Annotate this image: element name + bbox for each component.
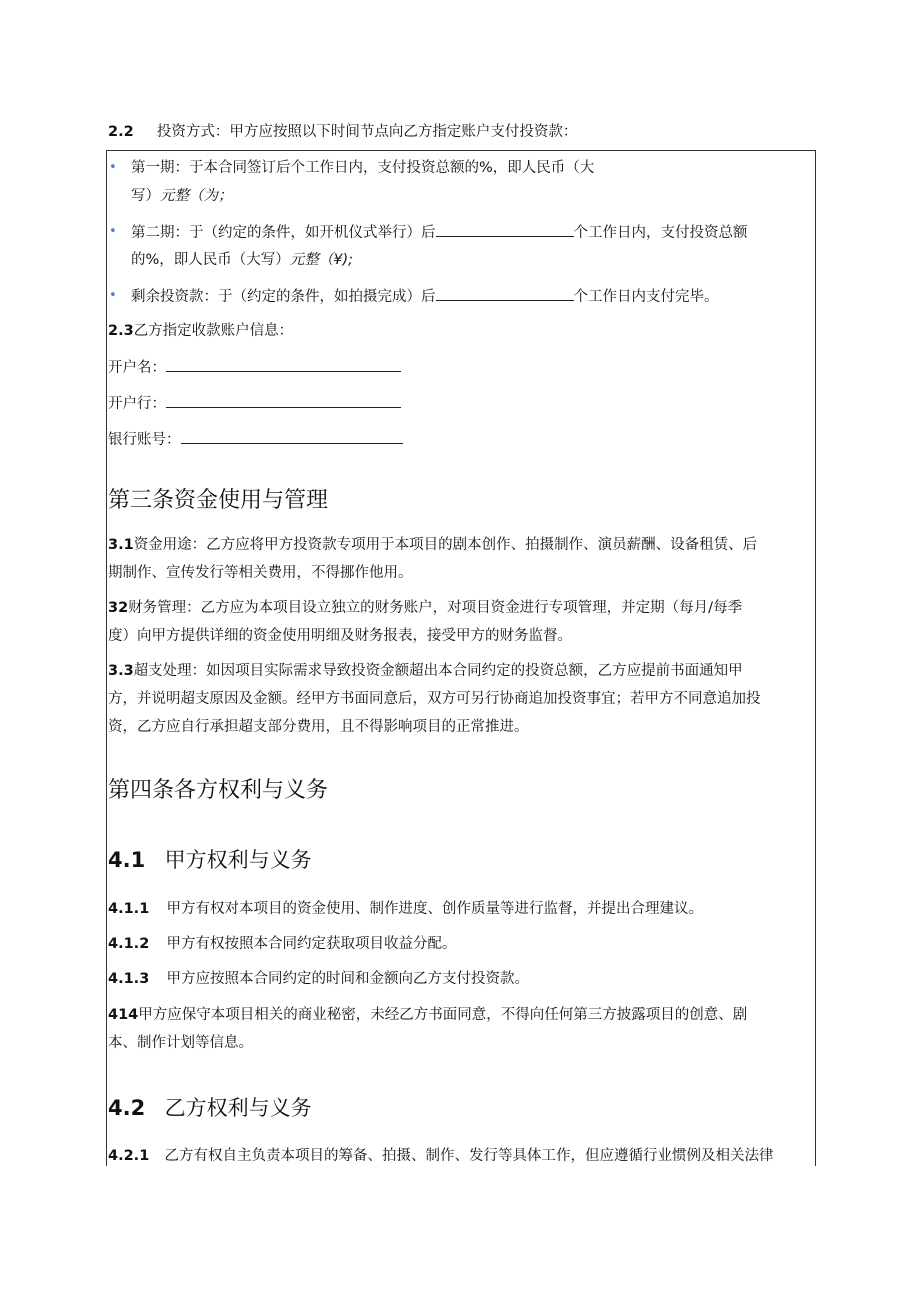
account-name-row xyxy=(108,357,401,378)
bullet-icon: • xyxy=(109,224,117,239)
clause-text: 乙方指定收款账户信息： xyxy=(133,323,294,339)
section-text: 乙方权利与义务 xyxy=(164,1096,312,1120)
phase-2-text-c: 的%，即人民币（大写） xyxy=(131,252,290,268)
clause-text: 乙方有权自主负责本项目的筹备、拍摄、制作、发行等具体工作，但应遵循行业惯例及相关法律 xyxy=(164,1148,774,1164)
phase-1-text: 写） xyxy=(131,188,160,204)
clause-3-1-line-1 xyxy=(108,535,757,555)
clause-number: 4.1.1 xyxy=(108,901,150,917)
clause-3-2-line-2: 度）向甲方提供详细的资金使用明细及财务报表，接受甲方的财务监督。 xyxy=(108,628,572,644)
clause-number: 32 xyxy=(108,600,129,616)
clause-number: 2.2 xyxy=(108,124,134,140)
section-number: 4.1 xyxy=(108,848,146,872)
phase-2-line-2 xyxy=(131,250,353,270)
clause-text: 甲方应按照本合同约定的时间和金额向乙方支付投资款。 xyxy=(166,971,530,987)
account-number-row xyxy=(108,429,403,450)
phase-1-line-2 xyxy=(131,186,233,206)
clause-3-3-line-2: 方，并说明超支原因及金额。经甲方书面同意后，双方可另行协商追加投资事宜；若甲方不同意追加投 xyxy=(108,691,761,707)
clause-text: 甲方有权按照本合同约定获取项目收益分配。 xyxy=(166,936,457,952)
account-number-field[interactable] xyxy=(181,429,403,444)
clause-4-1-4-line-2: 本、制作计划等信息。 xyxy=(108,1035,253,1051)
phase-1-amount: 元整（为； xyxy=(160,188,233,204)
clause-4-1-2 xyxy=(108,934,457,954)
account-number-label: 银行账号： xyxy=(108,432,181,448)
section-4-1-title xyxy=(108,846,312,874)
clause-text: 甲方有权对本项目的资金使用、制作进度、创作质量等进行监督，并提出合理建议。 xyxy=(166,901,704,917)
blank-line[interactable] xyxy=(436,286,574,301)
clause-2-3 xyxy=(108,321,293,341)
clause-3-2-line-1 xyxy=(108,598,742,618)
phase-3-text: 剩余投资款：于（约定的条件，如拍摄完成）后 xyxy=(131,289,436,305)
clause-number: 3.3 xyxy=(108,663,134,679)
blank-line[interactable] xyxy=(436,222,574,237)
clause-3-3-line-1 xyxy=(108,661,743,681)
phase-3-line xyxy=(131,286,719,307)
clause-text: 超支处理：如因项目实际需求导致投资金额超出本合同约定的投资总额，乙方应提前书面通知甲 xyxy=(133,663,743,679)
account-name-label: 开户名： xyxy=(108,360,166,376)
clause-number: 4.2.1 xyxy=(108,1148,150,1164)
section-text: 甲方权利与义务 xyxy=(164,848,312,872)
account-bank-row xyxy=(108,393,401,414)
clause-number: 3.1 xyxy=(108,537,134,553)
bullet-icon: • xyxy=(109,160,117,175)
clause-number: 414 xyxy=(108,1007,139,1023)
bullet-icon: • xyxy=(109,288,117,303)
article-4-title: 第四条各方权利与义务 xyxy=(108,778,329,803)
phase-2-text: 第二期：于（约定的条件，如开机仪式举行）后 xyxy=(131,225,436,241)
clause-3-1-line-2: 期制作、宣传发行等相关费用，不得挪作他用。 xyxy=(108,565,413,581)
phase-2-text-b: 个工作日内，支付投资总额 xyxy=(573,225,748,241)
clause-4-1-1 xyxy=(108,899,703,919)
clause-text: 投资方式：甲方应按照以下时间节点向乙方指定账户支付投资款： xyxy=(156,124,578,140)
account-name-field[interactable] xyxy=(166,357,401,372)
clause-number: 2.3 xyxy=(108,323,134,339)
clause-3-3-line-3: 资，乙方应自行承担超支部分费用，且不得影响项目的正常推进。 xyxy=(108,719,529,735)
clause-text: 财务管理：乙方应为本项目设立独立的财务账户，对项目资金进行专项管理，并定期（每月/每季 xyxy=(128,600,743,616)
phase-3-text-b: 个工作日内支付完毕。 xyxy=(573,289,719,305)
clause-4-2-1 xyxy=(108,1146,774,1166)
clause-number: 4.1.3 xyxy=(108,971,150,987)
phase-2-line-1 xyxy=(131,222,748,243)
clause-text: 甲方应保守本项目相关的商业秘密，未经乙方书面同意，不得向任何第三方披露项目的创意、剧 xyxy=(138,1007,748,1023)
account-bank-label: 开户行： xyxy=(108,396,166,412)
clause-number: 4.1.2 xyxy=(108,936,150,952)
clause-4-1-3 xyxy=(108,969,529,989)
clause-text: 资金用途：乙方应将甲方投资款专项用于本项目的剧本创作、拍摄制作、演员薪酬、设备租赁、后 xyxy=(133,537,758,553)
phase-2-amount: 元整（¥); xyxy=(289,252,354,268)
clause-2-2 xyxy=(108,122,577,142)
clause-4-1-4-line-1 xyxy=(108,1005,747,1025)
article-3-title: 第三条资金使用与管理 xyxy=(108,488,329,513)
section-4-2-title xyxy=(108,1094,312,1122)
section-number: 4.2 xyxy=(108,1096,146,1120)
phase-1-line-1: 第一期：于本合同签订后个工作日内，支付投资总额的%，即人民币（大 xyxy=(131,160,595,176)
account-bank-field[interactable] xyxy=(166,393,401,408)
